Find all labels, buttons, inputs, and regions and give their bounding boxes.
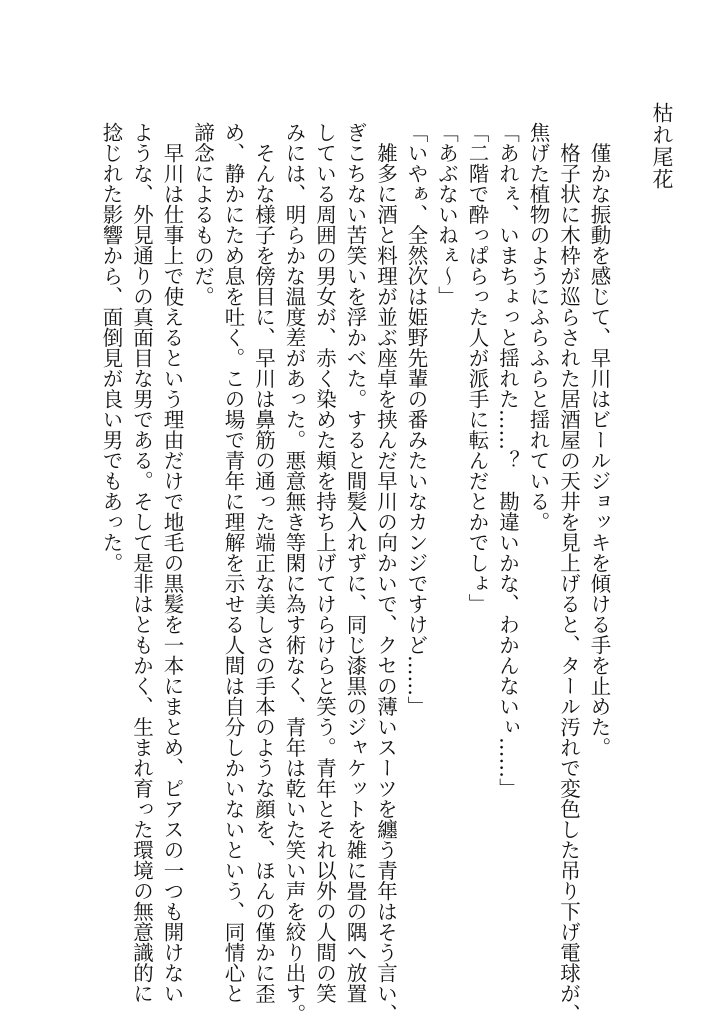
text-line: 「いやぁ、全然次は姫野先輩の番みたいなカンジですけど……」 xyxy=(404,122,428,717)
text-line: そんな様子を傍目に、早川は鼻筋の通った端正な美しさの手本のような顔を、ほんの僅かに歪 xyxy=(251,122,276,1004)
text-line: 「あれぇ、いまちょっと揺れた……？ 勘違いかな、わかんないぃ……」 xyxy=(495,122,520,799)
story-body xyxy=(96,122,615,1024)
text-line: 僅かな振動を感じて、早川はビールジョッキを傾ける手を止めた。 xyxy=(587,122,611,758)
text-line: ぎこちない苦笑いを浮かべた。すると間髪入れずに、同じ漆黒のジャケットを雑に畳の隅へ放置 xyxy=(343,122,367,1004)
text-line: 「あぶないねぇ～」 xyxy=(434,122,459,307)
text-line: 格子状に木枠が巡らされた居酒屋の天井を見上げると、タール汚れで変色した吊り下げ電球が、 xyxy=(556,122,581,1024)
story-title: 枯れ尾花 xyxy=(650,102,674,190)
text-line: 早川は仕事上で使えるという理由だけで地毛の黒髪を一本にまとめ、ピアスの一つも開けない xyxy=(160,122,184,1004)
text-line: 捻じれた影響から、面倒見が良い男でもあった。 xyxy=(99,122,123,573)
text-line: 焦げた植物のようにふらふらと揺れている。 xyxy=(526,122,550,532)
text-line: みには、明らかな温度差があった。悪意無き等閑に為す術なく、青年は乾いた笑い声を絞り出す。 xyxy=(282,122,306,1024)
text-line: 雑多に酒と料理が並ぶ座卓を挟んだ早川の向かいで、クセの薄いスーツを纏う青年はそう言い、 xyxy=(373,122,398,1024)
text-line: 「二階で酔っぱらった人が派手に転んだとかでしょ」 xyxy=(465,122,489,614)
text-line: め、静かにため息を吐く。この場で青年に理解を示せる人間は自分しかいないという、同情心と xyxy=(221,122,245,1004)
text-line: 諦念によるものだ。 xyxy=(190,122,215,307)
text-line: ような、外見通りの真面目な男である。そして是非はともかく、生まれ育った環境の無意識的に xyxy=(129,122,154,1004)
text-line: している周囲の男女が、赤く染めた頬を持ち上げてけらけらと笑う。青年とそれ以外の人間の笑 xyxy=(312,122,337,1004)
